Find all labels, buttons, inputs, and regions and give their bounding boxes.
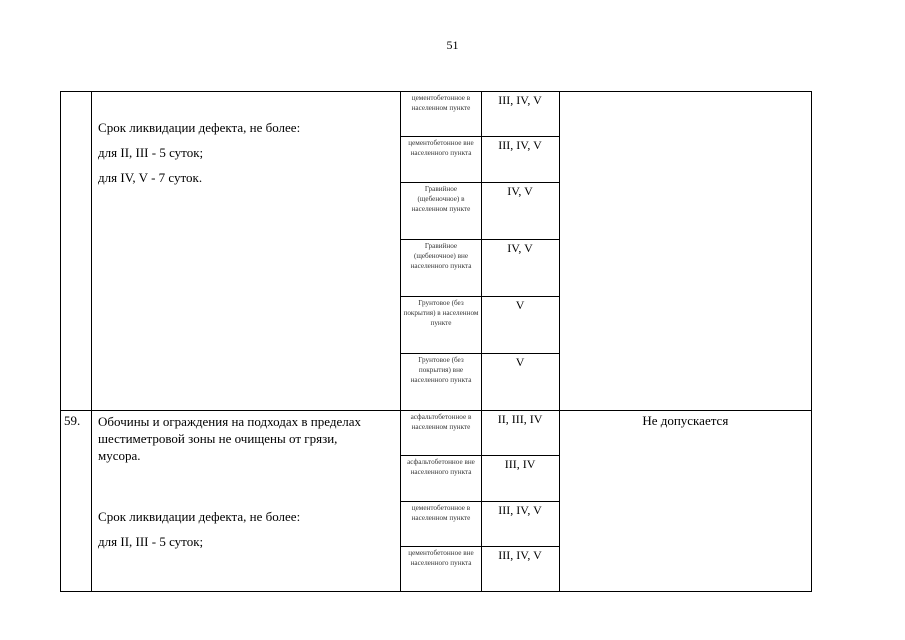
- item-number: 59.: [64, 413, 81, 428]
- road-categories: III, IV, V: [498, 503, 542, 517]
- defect-description: мусора.: [98, 448, 141, 463]
- road-categories: III, IV, V: [498, 93, 542, 107]
- surface-type: Грунтовое (без покрытия) вне населенного пункта: [410, 356, 472, 384]
- surface-type: цементобетонное вне населенного пункта: [408, 549, 474, 567]
- defect-description: шестиметровой зоны не очищены от грязи,: [98, 431, 338, 446]
- note-cell: [559, 92, 811, 411]
- road-categories: III, IV, V: [498, 138, 542, 152]
- description-cell: [92, 92, 401, 411]
- note-cell: [559, 411, 811, 592]
- page-number: 51: [446, 38, 459, 52]
- number-cell: [61, 411, 92, 592]
- surface-type: Грунтовое (без покрытия) в населенном пункте: [403, 299, 479, 327]
- table-row: [61, 411, 812, 456]
- surface-type: цементобетонное вне населенного пункта: [408, 139, 474, 157]
- surface-type: цементобетонное в населенном пункте: [411, 94, 471, 112]
- deadline-line: для II, III - 5 суток;: [98, 534, 204, 549]
- road-categories: IV, V: [507, 184, 533, 198]
- number-cell: [61, 92, 92, 411]
- description-cell: [92, 411, 401, 592]
- road-categories: III, IV, V: [498, 548, 542, 562]
- road-categories: V: [515, 298, 525, 312]
- road-categories: V: [515, 355, 525, 369]
- surface-type: асфальтобетонное вне населенного пункта: [407, 458, 475, 476]
- surface-type: Гравийное (щебеночное) в населенном пункте: [411, 185, 471, 213]
- note-text: Не допускается: [642, 413, 729, 428]
- deadline-heading: Срок ликвидации дефекта, не более:: [98, 120, 301, 135]
- surface-type: асфальтобетонное в населенном пункте: [410, 413, 472, 431]
- defects-table: [60, 91, 812, 591]
- road-categories: II, III, IV: [497, 412, 543, 426]
- surface-type: цементобетонное в населенном пункте: [411, 504, 471, 522]
- deadline-line: для IV, V - 7 суток.: [98, 170, 203, 185]
- surface-type: Гравийное (щебеночное) вне населенного пункта: [410, 242, 472, 270]
- table-row: [61, 92, 812, 137]
- defect-description: Обочины и ограждения на подходах в пределах: [98, 414, 361, 429]
- deadline-heading: Срок ликвидации дефекта, не более:: [98, 509, 301, 524]
- deadline-line: для II, III - 5 суток;: [98, 145, 204, 160]
- road-categories: III, IV: [504, 457, 536, 471]
- road-categories: IV, V: [507, 241, 533, 255]
